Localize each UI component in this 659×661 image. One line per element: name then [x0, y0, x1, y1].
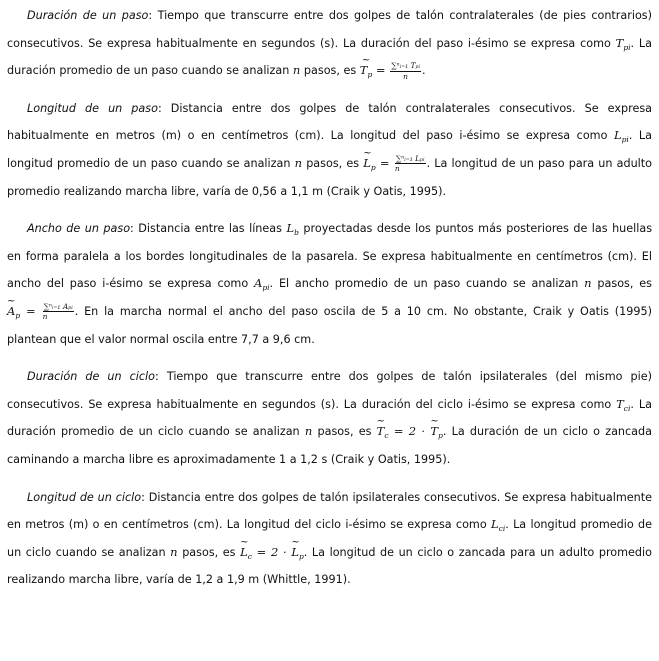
text-span: La duración de un ciclo o zancada	[451, 425, 652, 439]
paragraph-cycle-length	[7, 484, 652, 594]
text-span: en metros (m) o en centímetros (cm). La longitud del ciclo i-ésimo se expresa como	[7, 518, 487, 532]
term-heading: Longitud de un ciclo	[27, 490, 142, 504]
text-line: Longitud de un paso: Distancia entre dos golpes de talón contralaterales consecutivos. Se expresa	[27, 101, 653, 115]
text-span: La	[638, 397, 652, 411]
text-line: Ancho de un paso: Distancia entre las líneas $L_b$ proyectadas desde los puntos más posteriores de las huellas	[27, 221, 653, 238]
text-span: En la marcha normal el ancho del paso oscila de 5 a 10 cm. No obstante, Craik y Oatis (1995)	[84, 304, 652, 318]
math-symbol: n	[292, 63, 301, 78]
text-span: un ciclo cuando se analizan	[7, 545, 166, 559]
text-span: La longitud de un paso para un adulto	[434, 156, 652, 170]
term-heading: Longitud de un paso	[27, 101, 158, 115]
text-span: Distancia entre dos golpes de talón contralaterales consecutivos. Se expresa	[170, 101, 653, 115]
math-formula: ~ $L_p$ = $\frac{\text{∑ⁿᵢ₌₁ Lₚᵢ}}{n}$	[363, 156, 426, 170]
text-span: pasos, es	[306, 156, 360, 170]
paragraph-step-duration	[7, 2, 652, 85]
text-span: longitud promedio de un paso cuando se analizan	[7, 156, 291, 170]
math-formula: ~ $T_c = 2$ · ~ $T_p$	[377, 424, 443, 438]
text-span: pasos, es	[317, 425, 372, 439]
paragraph-cycle-duration	[7, 363, 652, 473]
math-formula: ~ $T_p$ = $\frac{\text{∑ⁿᵢ₌₁ Tₚᵢ}}{n}$	[360, 63, 422, 77]
math-formula: ~ $A_p$ = $\frac{\text{∑ⁿᵢ₌₁ Aₚᵢ}}{n}$	[7, 304, 75, 318]
text-span: La longitud promedio de	[513, 518, 652, 532]
text-span: Tiempo que transcurre entre dos golpes de talón ipsilaterales (del mismo pie)	[166, 370, 652, 384]
math-symbol: n	[584, 276, 592, 291]
text-span: consecutivos. Se expresa habitualmente en segundos (s). La duración del paso i-ésimo se expresa como	[7, 36, 611, 50]
term-heading: Duración de un paso	[27, 9, 149, 22]
text-span: caminando a marcha libre es aproximadamente 1 a 1,2 s (Craik y Oatis, 1995).	[7, 452, 451, 466]
math-symbol: n	[294, 155, 303, 170]
text-span: duración promedio de un ciclo cuando se analizan	[7, 425, 300, 439]
text-span: pasos, es	[303, 64, 357, 78]
text-line	[7, 446, 652, 474]
text-line: consecutivos. Se expresa habitualmente en segundos (s). La duración del ciclo i-ésimo se expresa como $T_{ci}$. La	[7, 396, 652, 413]
text-span: Distancia entre las líneas	[138, 222, 282, 236]
text-line: un ciclo cuando se analizan n pasos, es ~ $L_c = 2$ · ~ $L_p$. La longitud de un ciclo o zancada para un adulto promedio	[7, 539, 652, 567]
text-line: consecutivos. Se expresa habitualmente en segundos (s). La duración del paso i-ésimo se expresa como $T_{pi}$. La	[7, 35, 653, 52]
text-span: en forma paralela a los bordes longitudinales de la pasarela. Se expresa habitualmente en centímetros (cm). El	[7, 249, 652, 263]
math-symbol: $T_{pi}$	[615, 35, 631, 52]
math-symbol: $L_{ci}$	[490, 517, 506, 534]
text-line	[7, 326, 652, 354]
math-symbol: $T_{ci}$	[616, 396, 631, 413]
math-formula: ~ $L_c = 2$ · ~ $L_p$	[240, 545, 304, 559]
text-line: longitud promedio de un paso cuando se analizan n pasos, es ~ $L_p$ = $\frac{\text{∑ⁿᵢ₌₁ Lₚᵢ}}{n}$ . La longitud de un paso para un adulto	[7, 150, 652, 178]
text-line: Duración de un paso: Tiempo que transcurre entre dos golpes de talón contralaterales (de pies contrarios)	[27, 9, 652, 22]
text-line: ~ $A_p$ = $\frac{\text{∑ⁿᵢ₌₁ Aₚᵢ}}{n}$ . En la marcha normal el ancho del paso oscila de 5 a 10 cm. No obstante, Craik y Oatis (1995)	[7, 298, 652, 326]
paragraph-step-width	[7, 215, 652, 353]
text-span: La	[638, 36, 653, 50]
math-symbol: n	[170, 544, 178, 559]
text-span: ancho del paso i-ésimo se expresa como	[7, 277, 249, 291]
text-span: pasos, es	[182, 545, 236, 559]
text-span: pasos, es	[597, 277, 652, 291]
math-symbol: $L_b$	[286, 221, 299, 238]
text-span: La longitud de un ciclo o zancada para un adulto promedio	[311, 545, 652, 559]
text-span: El ancho promedio de un paso cuando se analizan	[278, 277, 579, 291]
math-symbol: n	[304, 424, 313, 439]
text-line: Duración de un ciclo: Tiempo que transcurre entre dos golpes de talón ipsilaterales (del mismo pie)	[27, 370, 652, 384]
text-line	[7, 566, 652, 594]
text-span: promedio realizando marcha libre, varía de 0,56 a 1,1 m (Craik y Oatis, 1995).	[7, 184, 447, 198]
text-line: habitualmente en metros (m) o en centímetros (cm). La longitud del paso i-ésimo se expresa como $L_{pi}$. La	[7, 128, 652, 145]
term-heading: Ancho de un paso	[27, 222, 131, 236]
text-span: Distancia entre dos golpes de talón ipsilaterales consecutivos. Se expresa habitualmente	[148, 490, 652, 504]
text-line: duración promedio de un ciclo cuando se analizan n pasos, es ~ $T_c = 2$ · ~ $T_p$. La duración de un ciclo o zancada	[7, 418, 652, 446]
text-line	[7, 178, 652, 206]
math-symbol: $A_{pi}$	[254, 276, 270, 293]
text-span: consecutivos. Se expresa habitualmente en segundos (s). La duración del ciclo i-ésimo se expresa como	[7, 397, 612, 411]
text-line: ancho del paso i-ésimo se expresa como $A_{pi}$. El ancho promedio de un paso cuando se analizan n pasos, es	[7, 276, 652, 293]
math-symbol: $L_{pi}$	[613, 128, 629, 145]
text-line: duración promedio de un paso cuando se analizan n pasos, es ~ $T_p$ = $\frac{\text{∑ⁿᵢ₌₁ Tₚᵢ}}{n}$ .	[7, 57, 652, 85]
paragraph-step-length	[7, 95, 652, 205]
text-line: Longitud de un ciclo: Distancia entre dos golpes de talón ipsilaterales consecutivos. Se expresa habitualmente	[27, 490, 652, 504]
text-span: plantean que el valor normal oscila entre 7,7 a 9,6 cm.	[7, 332, 315, 346]
text-span: Tiempo que transcurre entre dos golpes de talón contralaterales (de pies contrarios)	[157, 9, 652, 22]
text-span: realizando marcha libre, varía de 1,2 a 1,9 m (Whittle, 1991).	[7, 573, 351, 587]
term-heading: Duración de un ciclo	[27, 370, 156, 384]
text-span: duración promedio de un paso cuando se analizan	[7, 64, 290, 78]
text-line: en metros (m) o en centímetros (cm). La longitud del ciclo i-ésimo se expresa como $L_{ci}$. La longitud promedio de	[7, 517, 652, 534]
text-span: proyectadas desde los puntos más posteriores de las huellas	[303, 222, 653, 236]
text-line	[7, 243, 652, 271]
text-span: La	[638, 129, 652, 143]
text-span: habitualmente en metros (m) o en centímetros (cm). La longitud del paso i-ésimo se expresa como	[7, 129, 608, 143]
